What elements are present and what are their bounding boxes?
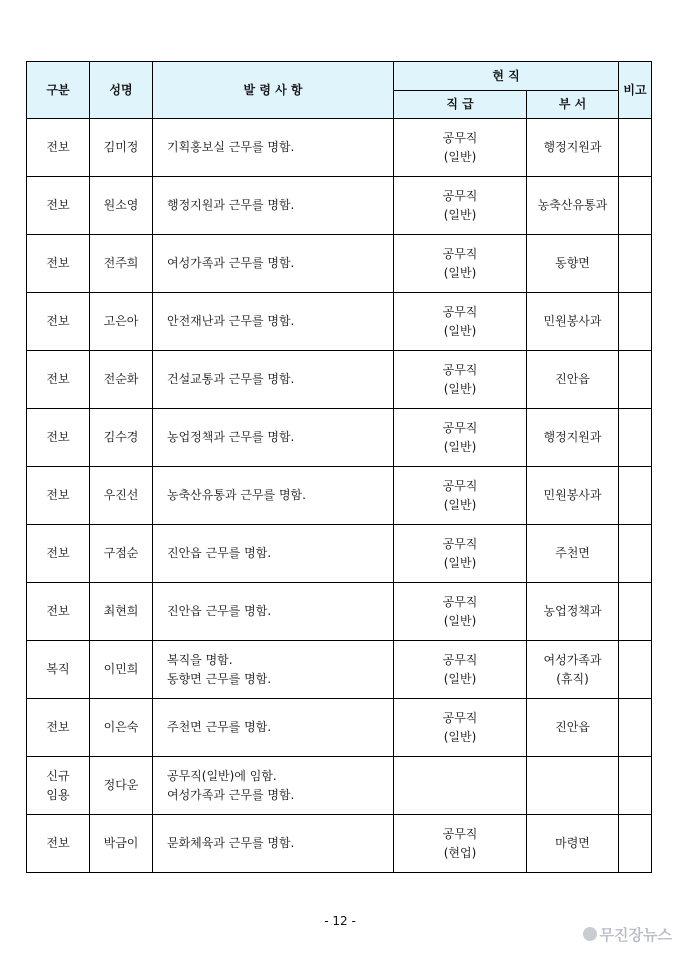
table-row xyxy=(27,757,652,815)
cell-grade xyxy=(394,119,527,177)
cell-department xyxy=(527,119,619,177)
cell-remarks xyxy=(619,583,652,641)
grade-line: 공무직 xyxy=(442,595,478,609)
department-line: 진안읍 xyxy=(555,720,590,734)
cell-remarks xyxy=(619,351,652,409)
cell-department xyxy=(527,525,619,583)
category-line: 전보 xyxy=(46,140,70,154)
grade-line: 공무직 xyxy=(442,537,478,551)
grade-line: 공무직 xyxy=(442,247,478,261)
cell-grade xyxy=(394,409,527,467)
department-line: 마령면 xyxy=(555,836,590,850)
table-row xyxy=(27,815,652,873)
cell-category xyxy=(27,641,90,699)
grade-line: (일반) xyxy=(443,498,477,512)
cell-name: 우진선 xyxy=(90,467,153,525)
cell-category xyxy=(27,699,90,757)
cell-department xyxy=(527,235,619,293)
cell-grade xyxy=(394,815,527,873)
cell-department xyxy=(527,641,619,699)
category-line: 전보 xyxy=(46,198,70,212)
header-order: 발 령 사 항 xyxy=(153,62,394,119)
order-line: 공무직(일반)에 임함. xyxy=(167,768,277,783)
cell-order xyxy=(153,293,394,351)
cell-category xyxy=(27,293,90,351)
cell-order xyxy=(153,525,394,583)
department-line: 민원봉사과 xyxy=(543,488,602,502)
cell-grade xyxy=(394,235,527,293)
order-line: 복직을 명함. xyxy=(167,652,233,667)
grade-line: (일반) xyxy=(443,324,477,338)
watermark xyxy=(583,924,672,945)
grade-line: 공무직 xyxy=(442,131,478,145)
department-line: (휴직) xyxy=(556,671,589,686)
table-row xyxy=(27,293,652,351)
cell-department xyxy=(527,583,619,641)
order-line: 농업정책과 근무를 명함. xyxy=(167,430,295,444)
cell-category xyxy=(27,525,90,583)
cell-order xyxy=(153,583,394,641)
cell-grade xyxy=(394,757,527,815)
order-line: 문화체육과 근무를 명함. xyxy=(167,836,295,850)
watermark-text: 무진장뉴스 xyxy=(599,926,672,944)
cell-category xyxy=(27,235,90,293)
order-line: 안전재난과 근무를 명함. xyxy=(167,314,295,328)
cell-name: 김미정 xyxy=(90,119,153,177)
order-line: 동향면 근무를 명함. xyxy=(167,671,272,686)
cell-remarks xyxy=(619,235,652,293)
table-row xyxy=(27,409,652,467)
cell-order xyxy=(153,815,394,873)
cell-category xyxy=(27,815,90,873)
table-row xyxy=(27,177,652,235)
category-line: 전보 xyxy=(46,836,70,850)
grade-line: 공무직 xyxy=(442,711,478,725)
cell-grade xyxy=(394,351,527,409)
cell-department xyxy=(527,177,619,235)
cell-order xyxy=(153,177,394,235)
cell-category xyxy=(27,467,90,525)
grade-line: (일반) xyxy=(443,440,477,454)
cell-name: 원소영 xyxy=(90,177,153,235)
category-line: 전보 xyxy=(46,372,70,386)
category-line: 전보 xyxy=(46,546,70,560)
table-row xyxy=(27,235,652,293)
cell-grade xyxy=(394,177,527,235)
order-line: 행정지원과 근무를 명함. xyxy=(167,198,295,212)
cell-remarks xyxy=(619,293,652,351)
cell-grade xyxy=(394,641,527,699)
order-line: 기획홍보실 근무를 명함. xyxy=(167,140,295,154)
department-line: 농축산유통과 xyxy=(537,198,608,212)
table-row xyxy=(27,351,652,409)
cell-name: 전주희 xyxy=(90,235,153,293)
table-row xyxy=(27,641,652,699)
grade-line: 공무직 xyxy=(442,189,478,203)
order-line: 진안읍 근무를 명함. xyxy=(167,604,272,618)
cell-name: 구점순 xyxy=(90,525,153,583)
grade-line: 공무직 xyxy=(442,363,478,377)
cell-remarks xyxy=(619,409,652,467)
cell-remarks xyxy=(619,757,652,815)
table-body xyxy=(27,119,652,873)
grade-line: (일반) xyxy=(443,556,477,570)
cell-remarks xyxy=(619,641,652,699)
grade-line: (일반) xyxy=(443,382,477,396)
grade-line: 공무직 xyxy=(442,479,478,493)
page-number: - 12 - xyxy=(324,914,356,928)
cell-order xyxy=(153,467,394,525)
cell-department xyxy=(527,293,619,351)
cell-order xyxy=(153,119,394,177)
department-line: 동향면 xyxy=(555,256,590,270)
department-line: 여성가족과 xyxy=(543,652,602,667)
personnel-order-table xyxy=(26,61,652,873)
category-line: 전보 xyxy=(46,314,70,328)
cell-order xyxy=(153,641,394,699)
cell-department xyxy=(527,757,619,815)
header-remarks: 비고 xyxy=(619,62,652,119)
header-grade: 직 급 xyxy=(394,91,527,119)
category-line: 전보 xyxy=(46,430,70,444)
cell-category xyxy=(27,757,90,815)
header-name: 성명 xyxy=(90,62,153,119)
cell-remarks xyxy=(619,525,652,583)
cell-name: 박금이 xyxy=(90,815,153,873)
grade-line: 공무직 xyxy=(442,305,478,319)
cell-grade xyxy=(394,583,527,641)
grade-line: (일반) xyxy=(443,150,477,164)
cell-grade xyxy=(394,525,527,583)
table-row xyxy=(27,525,652,583)
cell-remarks xyxy=(619,699,652,757)
cell-name: 정다운 xyxy=(90,757,153,815)
department-line: 행정지원과 xyxy=(543,430,602,444)
cell-department xyxy=(527,467,619,525)
cell-grade xyxy=(394,699,527,757)
cell-department xyxy=(527,815,619,873)
cell-department xyxy=(527,409,619,467)
cell-remarks xyxy=(619,815,652,873)
order-line: 농축산유통과 근무를 명함. xyxy=(167,488,306,502)
category-line: 전보 xyxy=(46,720,70,734)
order-line: 여성가족과 근무를 명함. xyxy=(167,787,295,802)
cell-name: 이은숙 xyxy=(90,699,153,757)
cell-order xyxy=(153,351,394,409)
order-line: 건설교통과 근무를 명함. xyxy=(167,372,295,386)
cell-category xyxy=(27,583,90,641)
cell-remarks xyxy=(619,177,652,235)
category-line: 신규 xyxy=(46,768,70,783)
category-line: 전보 xyxy=(46,256,70,270)
table-row xyxy=(27,583,652,641)
department-line: 진안읍 xyxy=(555,372,590,386)
category-line: 복직 xyxy=(46,662,70,676)
cell-order xyxy=(153,699,394,757)
category-line: 전보 xyxy=(46,488,70,502)
grade-line: (일반) xyxy=(443,614,477,628)
cell-category xyxy=(27,177,90,235)
cell-name: 최현희 xyxy=(90,583,153,641)
order-line: 진안읍 근무를 명함. xyxy=(167,546,272,560)
department-line: 행정지원과 xyxy=(543,140,602,154)
department-line: 농업정책과 xyxy=(543,604,602,618)
grade-line: (현업) xyxy=(443,846,477,860)
cell-order xyxy=(153,235,394,293)
grade-line: 공무직 xyxy=(442,421,478,435)
department-line: 민원봉사과 xyxy=(543,314,602,328)
category-line: 전보 xyxy=(46,604,70,618)
header-department: 부 서 xyxy=(527,91,619,119)
cell-category xyxy=(27,351,90,409)
cell-name: 김수경 xyxy=(90,409,153,467)
header-current-position: 현 직 xyxy=(394,62,619,91)
cell-category xyxy=(27,409,90,467)
table-row xyxy=(27,119,652,177)
grade-line: (일반) xyxy=(443,672,477,686)
table-row xyxy=(27,699,652,757)
cell-department xyxy=(527,699,619,757)
table-row xyxy=(27,467,652,525)
department-line: 주천면 xyxy=(555,546,590,560)
order-line: 주천면 근무를 명함. xyxy=(167,720,272,734)
grade-line: (일반) xyxy=(443,266,477,280)
grade-line: (일반) xyxy=(443,208,477,222)
category-line: 임용 xyxy=(46,787,70,802)
cell-grade xyxy=(394,467,527,525)
cell-remarks xyxy=(619,119,652,177)
grade-line: 공무직 xyxy=(442,653,478,667)
cell-name: 전순화 xyxy=(90,351,153,409)
cell-order xyxy=(153,409,394,467)
cell-remarks xyxy=(619,467,652,525)
cell-order xyxy=(153,757,394,815)
cell-grade xyxy=(394,293,527,351)
cell-category xyxy=(27,119,90,177)
header-category: 구분 xyxy=(27,62,90,119)
order-line: 여성가족과 근무를 명함. xyxy=(167,256,295,270)
grade-line: 공무직 xyxy=(442,827,478,841)
grade-line: (일반) xyxy=(443,730,477,744)
watermark-logo-icon xyxy=(583,927,597,941)
cell-department xyxy=(527,351,619,409)
cell-name: 이민희 xyxy=(90,641,153,699)
cell-name: 고은아 xyxy=(90,293,153,351)
